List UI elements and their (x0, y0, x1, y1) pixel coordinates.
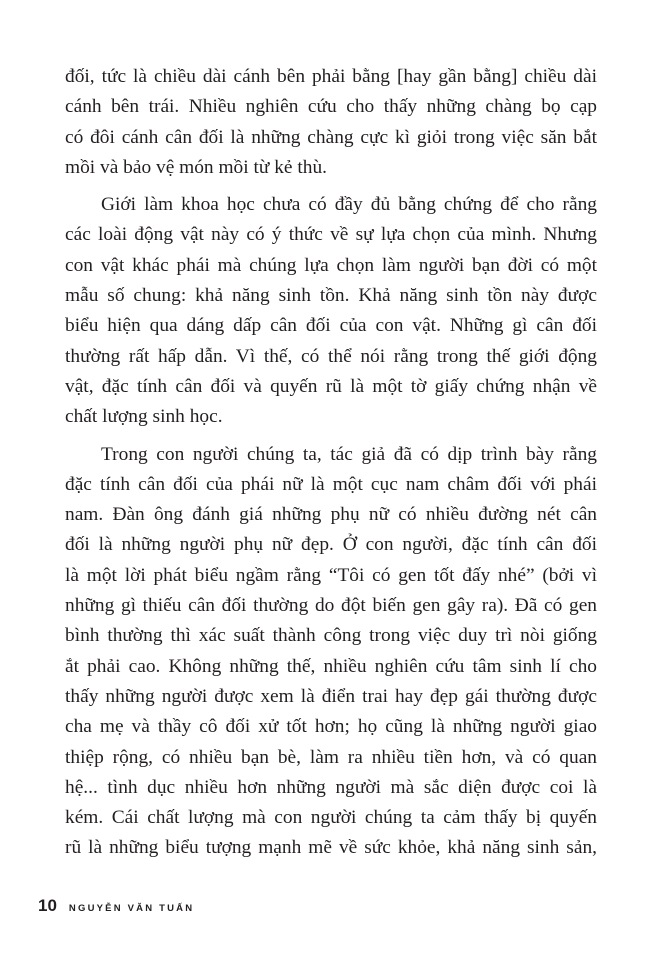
text-line: đối, tức là chiều dài cánh bên phải bằng [hay gần bằng] chiều dài (65, 66, 597, 87)
text-line: cánh bên trái. Nhiều nghiên cứu cho thấy những chàng bọ cạp (65, 96, 597, 118)
text-line: là một lời phát biểu ngầm rằng “Tôi có gen tốt đấy nhé” (bởi vì (65, 564, 597, 586)
paragraph (65, 62, 597, 183)
paragraph-gap (65, 433, 597, 440)
text-line: thường rất hấp dẫn. Vì thế, có thể nói rằng trong thế giới động (65, 345, 597, 367)
text-line: những gì thiếu cân đối thường do đột biến gen gây ra). Đã có gen (65, 595, 597, 617)
text-line: đặc tính cân đối của phái nữ là một cục nam châm đối với phái (65, 473, 597, 495)
page-footer (38, 896, 194, 916)
paragraph-gap (65, 183, 597, 190)
text-line: hệ... tình dục nhiều hơn những người mà sắc diện được coi là (65, 776, 597, 798)
text-line: có đôi cánh cân đối là những chàng cực kì giỏi trong việc săn bắt (65, 126, 597, 148)
text-line: con vật khác phái mà chúng lựa chọn làm người bạn đời có một (65, 254, 597, 276)
text-line: nam. Đàn ông đánh giá những phụ nữ có nhiều đường nét cân (65, 504, 597, 526)
paragraph (65, 440, 597, 864)
text-line: rũ là những biểu tượng mạnh mẽ về sức khỏe, khả năng sinh sản, (65, 837, 597, 859)
text-line: bình thường thì xác suất thành công trong việc duy trì nòi giống (65, 625, 597, 647)
text-line: đối là những người phụ nữ đẹp. Ở con người, đặc tính cân đối (65, 534, 597, 556)
text-line: cha mẹ và thầy cô đối xử tốt hơn; họ cũng là những người giao (65, 716, 597, 738)
text-line: Giới làm khoa học chưa có đầy đủ bằng chứng để cho rằng (101, 194, 597, 216)
text-line: vật, đặc tính cân đối và quyến rũ là một tờ giấy chứng nhận về (65, 375, 597, 397)
text-line: chất lượng sinh học. (65, 406, 223, 428)
running-footer-author: NGUYỄN VĂN TUẤN (68, 903, 195, 914)
text-line: Trong con người chúng ta, tác giả đã có dịp trình bày rằng (101, 443, 597, 465)
text-line: mẫu số chung: khả năng sinh tồn. Khả năng sinh tồn này được (65, 285, 597, 307)
text-line: kém. Cái chất lượng mà con người chúng ta cảm thấy bị quyến (65, 807, 597, 829)
text-line: thấy những người được xem là điển trai hay đẹp gái thường được (65, 685, 597, 707)
text-line: ắt phải cao. Không những thế, nhiều nghiên cứu tâm sinh lí cho (65, 655, 597, 677)
body-text (65, 62, 597, 864)
text-line: các loài động vật này có ý thức về sự lựa chọn của mình. Nhưng (65, 224, 597, 246)
text-line: mồi và bảo vệ món mồi từ kẻ thù. (65, 156, 328, 178)
text-line: thiệp rộng, có nhiều bạn bè, làm ra nhiều tiền hơn, và có quan (65, 746, 597, 768)
text-line: biểu hiện qua dáng dấp cân đối của con vật. Những gì cân đối (65, 315, 597, 337)
page-number: 10 (38, 896, 57, 915)
paragraph (65, 190, 597, 432)
